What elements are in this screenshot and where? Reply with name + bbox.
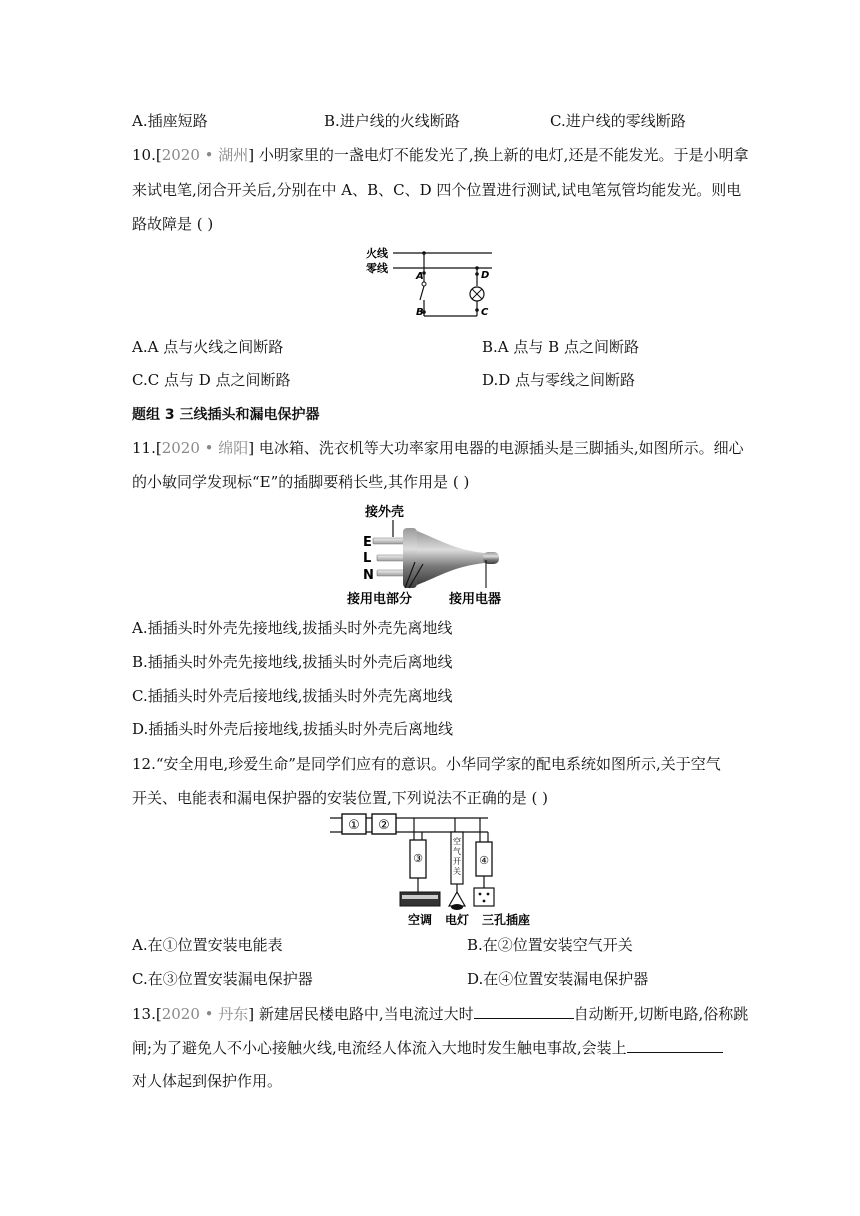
q12-switch-label-4: 关: [453, 867, 461, 876]
q11-appliance-label: 接用电器: [449, 592, 502, 607]
q12-option-c: C.在③位置安装漏电保护器: [132, 970, 313, 988]
section-heading-group-3: 题组 3 三线插头和漏电保护器: [132, 407, 320, 423]
q10-source: 2020 • 湖州: [161, 146, 249, 164]
q10-live-label: 火线: [366, 247, 388, 260]
q10-point-a: A: [416, 271, 424, 282]
q12-box-2: ②: [378, 818, 390, 833]
q11-pin-e-label: E: [363, 535, 372, 550]
q13-text-1a: ] 新建居民楼电路中,当电流过大时: [248, 1005, 474, 1023]
q10-point-b: B: [416, 307, 424, 318]
q11-shell-label: 接外壳: [365, 505, 405, 520]
q13-text-2: 闸;为了避免人不小心接触火线,电流经人体流入大地时发生触电事故,会装上: [132, 1039, 627, 1057]
q13-line-2: [132, 1037, 723, 1058]
q11-electric-part-label: 接用电部分: [347, 592, 413, 607]
q12-box-4: ④: [479, 854, 489, 867]
q12-distribution-diagram: [330, 812, 530, 928]
q11-pin-l-label: L: [363, 551, 372, 566]
q11-text-1: ] 电冰箱、洗衣机等大功率家用电器的电源插头是三脚插头,如图所示。细心: [248, 439, 744, 457]
q13-source: 2020 • 丹东: [161, 1005, 249, 1023]
q12-socket-label: 三孔插座: [481, 913, 530, 927]
q10-line-1: [132, 145, 748, 165]
q10-line-2: 来试电笔,闭合开关后,分别在中 A、B、C、D 四个位置进行测试,试电笔氖管均能发光。则电: [132, 181, 742, 199]
q12-option-d: D.在④位置安装漏电保护器: [467, 970, 649, 988]
q9-option-b: B.进户线的火线断路: [324, 112, 460, 130]
q12-switch-label-3: 开: [453, 857, 461, 866]
q12-switch-label-1: 空: [453, 837, 461, 846]
q12-lamp-label: 电灯: [444, 913, 470, 927]
q10-option-a: A.A 点与火线之间断路: [132, 338, 284, 356]
q12-option-a: A.在①位置安装电能表: [132, 936, 283, 954]
q9-option-c: C.进户线的零线断路: [550, 112, 686, 130]
q11-line-1: [132, 438, 744, 458]
q12-box-3: ③: [413, 852, 423, 865]
q11-pin-n-label: N: [363, 568, 374, 583]
q9-option-a: A.插座短路: [132, 112, 208, 130]
q10-option-d: D.D 点与零线之间断路: [482, 371, 636, 389]
q12-box-1: ①: [348, 818, 360, 833]
q11-number: 11.[: [132, 439, 162, 457]
q11-line-2: 的小敏同学发现标“E”的插脚要稍长些,其作用是 ( ): [132, 473, 470, 491]
q12-line-2: 开关、电能表和漏电保护器的安装位置,下列说法不正确的是 ( ): [132, 789, 549, 807]
q10-point-d: D: [481, 270, 490, 281]
q13-answer-blank-2[interactable]: [627, 1037, 723, 1053]
q10-point-c: C: [481, 307, 489, 318]
q10-circuit-diagram: [360, 242, 500, 328]
q10-number: 10.[: [132, 146, 162, 164]
q11-option-a: A.插插头时外壳先接地线,拔插头时外壳先离地线: [132, 619, 453, 637]
q10-line-3: 路故障是 ( ): [132, 215, 214, 233]
q10-neutral-label: 零线: [366, 262, 388, 275]
q13-answer-blank-1[interactable]: [474, 1003, 574, 1019]
q11-plug-diagram: [345, 500, 525, 610]
q13-line-1: [132, 1003, 748, 1024]
q10-text-1: ] 小明家里的一盏电灯不能发光了,换上新的电灯,还是不能发光。于是小明拿: [248, 146, 749, 164]
q12-ac-label: 空调: [407, 913, 433, 927]
q11-option-d: D.插插头时外壳后接地线,拔插头时外壳后离地线: [132, 720, 454, 738]
q13-line-3: 对人体起到保护作用。: [132, 1072, 283, 1090]
q12-line-1: 12.“安全用电,珍爱生命”是同学们应有的意识。小华同学家的配电系统如图所示,关于空气: [132, 755, 721, 773]
q10-option-c: C.C 点与 D 点之间断路: [132, 371, 291, 389]
q10-option-b: B.A 点与 B 点之间断路: [482, 338, 639, 356]
q13-number: 13.[: [132, 1005, 162, 1023]
q12-switch-label-2: 气: [453, 847, 461, 856]
q12-option-b: B.在②位置安装空气开关: [467, 936, 633, 954]
q11-option-c: C.插插头时外壳后接地线,拔插头时外壳先离地线: [132, 687, 453, 705]
q11-option-b: B.插插头时外壳先接地线,拔插头时外壳后离地线: [132, 653, 453, 671]
q13-text-1b: 自动断开,切断电路,俗称跳: [573, 1005, 749, 1023]
q11-source: 2020 • 绵阳: [161, 439, 249, 457]
